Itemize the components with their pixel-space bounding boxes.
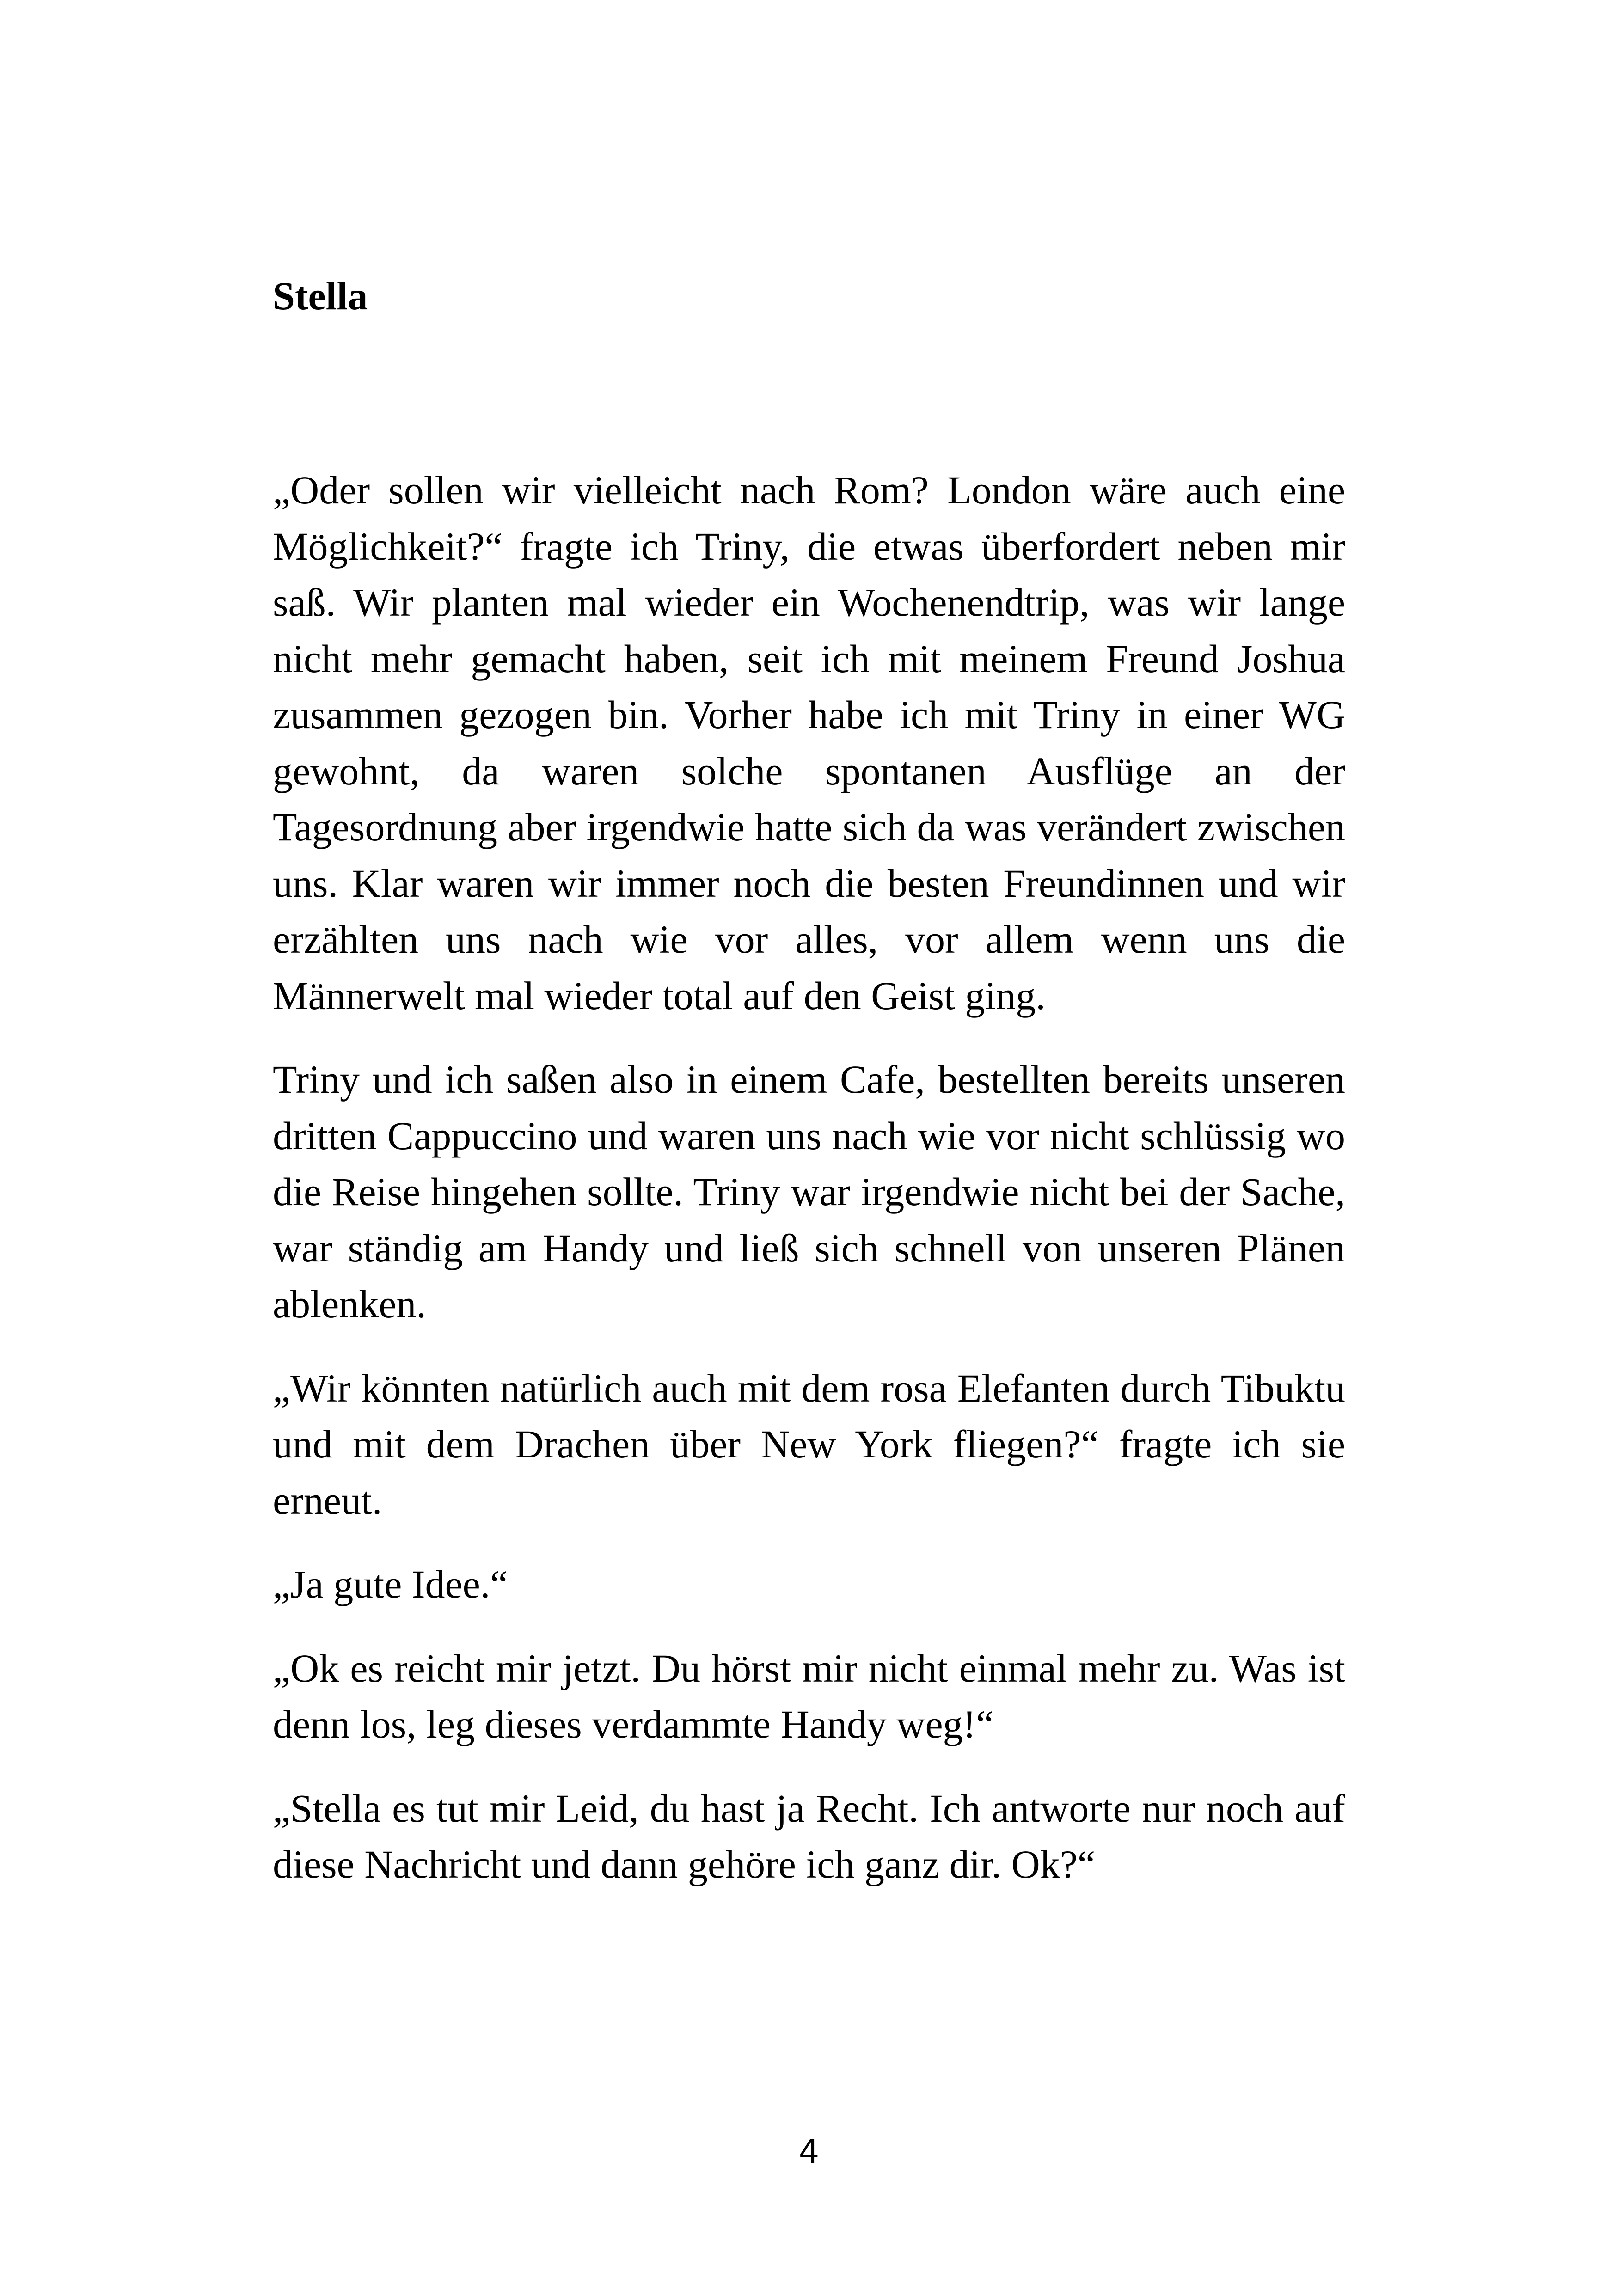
body-text <box>273 462 1345 1921</box>
paragraph: „Wir könnten natürlich auch mit dem rosa Elefanten durch Tibuktu und mit dem Drachen über New York fliegen?“ fragte ich sie erneut. <box>273 1365 1345 1523</box>
paragraph: Triny und ich saßen also in einem Cafe, bestellten bereits unseren dritten Cappuccino und waren uns nach wie vor nicht schlüssig wo die Reise hingehen sollte. Triny war irgendwie nicht bei der Sache, war ständig am Handy und ließ sich schnell von unseren Plänen ablenken. <box>273 1057 1345 1326</box>
paragraph: „Ok es reicht mir jetzt. Du hörst mir nicht einmal mehr zu. Was ist denn los, leg dieses verdammte Handy weg!“ <box>273 1646 1345 1746</box>
paragraph: „Oder sollen wir vielleicht nach Rom? London wäre auch eine Möglichkeit?“ fragte ich Triny, die etwas überfordert neben mir saß. Wir planten mal wieder ein Wochenendtrip, was wir lange nicht mehr gemacht haben, seit ich mit meinem Freund Joshua zusammen gezogen bin. Vorher habe ich mit Triny in einer WG gewohnt, da waren solche spontanen Ausflüge an der Tagesordnung aber irgendwie hatte sich da was verändert zwischen uns. Klar waren wir immer noch die besten Freundinnen und wir erzählten uns nach wie vor alles, vor allem wenn uns die Männerwelt mal wieder total auf den Geist ging. <box>273 468 1345 1018</box>
paragraph: „Stella es tut mir Leid, du hast ja Recht. Ich antworte nur noch auf diese Nachricht und dann gehöre ich ganz dir. Ok?“ <box>273 1786 1345 1886</box>
chapter-title: Stella <box>273 274 368 318</box>
paragraph: „Ja gute Idee.“ <box>273 1562 508 1606</box>
page-number: 4 <box>798 2133 820 2171</box>
